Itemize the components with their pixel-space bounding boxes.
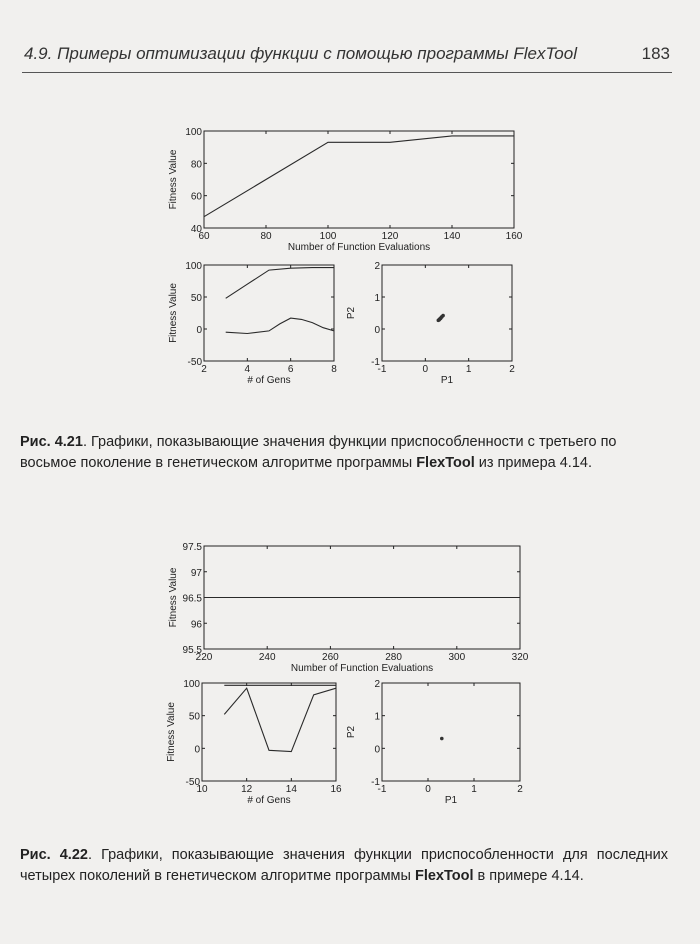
y-axis-label: Fitness Value (168, 567, 179, 628)
x-tick-label: 120 (381, 231, 399, 242)
figure-4-21-caption (20, 432, 668, 474)
y-tick-label: 0 (194, 744, 200, 756)
y-tick-label: 0 (374, 744, 380, 756)
x-tick-label: 140 (443, 231, 461, 242)
series-line-mean (226, 318, 334, 333)
scatter-point (440, 737, 444, 741)
caption-label: Рис. 4.22 (20, 847, 88, 863)
figure-4-22 (0, 535, 700, 825)
y-tick-label: 80 (190, 159, 202, 171)
y-tick-label: -1 (371, 357, 380, 368)
y-tick-label: 50 (188, 711, 200, 723)
x-axis-label: # of Gens (247, 795, 291, 806)
x-tick-label: 1 (465, 364, 472, 375)
y-axis-label: P2 (346, 725, 357, 739)
x-tick-label: 220 (195, 652, 213, 663)
chart-panel-4-22-gens (166, 679, 342, 806)
plot-frame (382, 683, 520, 781)
y-tick-label: 2 (374, 261, 380, 272)
x-axis-label: P1 (440, 375, 454, 386)
x-axis-label: P1 (444, 795, 458, 806)
x-tick-label: 2 (509, 364, 515, 375)
chart-panel-4-21-params (346, 261, 515, 386)
y-tick-label: 40 (190, 224, 202, 235)
scatter-point (441, 314, 445, 318)
y-tick-label: 96 (190, 619, 202, 631)
y-axis-label: Fitness Value (166, 702, 177, 762)
caption-text-end: в примере 4.14. (473, 868, 584, 884)
x-tick-label: 10 (196, 784, 208, 795)
page-number: 183 (641, 44, 670, 63)
y-tick-label: -50 (187, 357, 202, 368)
series-line-mean (224, 688, 336, 751)
caption-text-end: из примера 4.14. (474, 455, 592, 471)
y-tick-label: 0 (374, 325, 380, 336)
scatter-point (437, 318, 441, 322)
x-tick-label: 160 (505, 231, 523, 242)
caption-program-name: FlexTool (416, 455, 475, 471)
x-tick-label: 0 (422, 364, 429, 375)
caption-label: Рис. 4.21 (20, 434, 83, 450)
x-tick-label: 16 (330, 784, 342, 795)
y-tick-label: 100 (185, 127, 202, 138)
caption-text: . Графики, показывающие значения функции приспособленности с третьего по восьмое поколение в генетическом алгоритме программы (20, 434, 617, 471)
x-tick-label: 0 (425, 784, 431, 795)
x-tick-label: 12 (241, 784, 253, 795)
y-tick-label: 60 (190, 191, 202, 203)
header-rule (22, 72, 672, 73)
series-line-max (226, 268, 334, 299)
y-tick-label: 97.5 (182, 542, 202, 553)
x-tick-label: 1 (471, 784, 477, 795)
y-tick-label: 97 (190, 567, 202, 579)
x-axis-label: Number of Function Evaluations (290, 663, 434, 674)
chart-panel-4-21-top (168, 127, 523, 253)
y-tick-label: 1 (374, 711, 380, 723)
y-axis-label: P2 (346, 306, 357, 320)
y-tick-label: 0 (196, 325, 202, 336)
caption-text: . Графики, показывающие значения функции приспособленности для последних четырех поколений в генетическом алгоритме программы (20, 847, 668, 884)
caption-program-name: FlexTool (414, 868, 474, 884)
y-tick-label: -1 (371, 777, 380, 788)
plot-frame (382, 265, 512, 361)
x-tick-label: 80 (260, 231, 272, 242)
x-tick-label: 240 (258, 652, 276, 663)
x-tick-label: 8 (331, 364, 337, 375)
chart-panel-4-21-gens (168, 261, 337, 386)
running-header (22, 44, 672, 70)
x-tick-label: 60 (198, 231, 210, 242)
y-tick-label: 100 (185, 261, 202, 272)
y-tick-label: 1 (374, 293, 380, 304)
plot-frame (204, 131, 514, 228)
chart-panel-4-22-params (346, 679, 523, 806)
y-axis-label: Fitness Value (168, 283, 179, 343)
y-tick-label: 95.5 (182, 645, 202, 656)
figure-4-21 (0, 120, 700, 386)
x-tick-label: 280 (385, 652, 402, 663)
figure-4-22-caption (20, 845, 668, 887)
x-tick-label: -1 (377, 364, 387, 375)
x-tick-label: 2 (517, 784, 523, 795)
x-tick-label: 2 (201, 364, 207, 375)
x-axis-label: # of Gens (247, 375, 291, 386)
y-tick-label: 96.5 (182, 593, 202, 605)
y-tick-label: -50 (185, 777, 200, 788)
y-axis-label: Fitness Value (168, 149, 179, 210)
plot-frame (202, 683, 336, 781)
x-tick-label: 300 (448, 652, 466, 663)
chart-panel-4-22-top (168, 542, 529, 674)
x-axis-label: Number of Function Evaluations (287, 242, 431, 253)
x-tick-label: 320 (511, 652, 529, 663)
x-tick-label: 6 (287, 364, 294, 375)
x-tick-label: -1 (377, 784, 387, 795)
series-line-best (204, 136, 514, 217)
running-header-title: 4.9. Примеры оптимизации функции с помощью программы FlexTool (24, 44, 577, 63)
x-tick-label: 4 (244, 364, 251, 375)
x-tick-label: 14 (285, 784, 297, 795)
x-tick-label: 100 (319, 231, 337, 242)
plot-frame (204, 265, 334, 361)
y-tick-label: 2 (374, 679, 380, 690)
y-tick-label: 100 (183, 679, 200, 690)
x-tick-label: 260 (322, 652, 339, 663)
y-tick-label: 50 (190, 293, 202, 304)
